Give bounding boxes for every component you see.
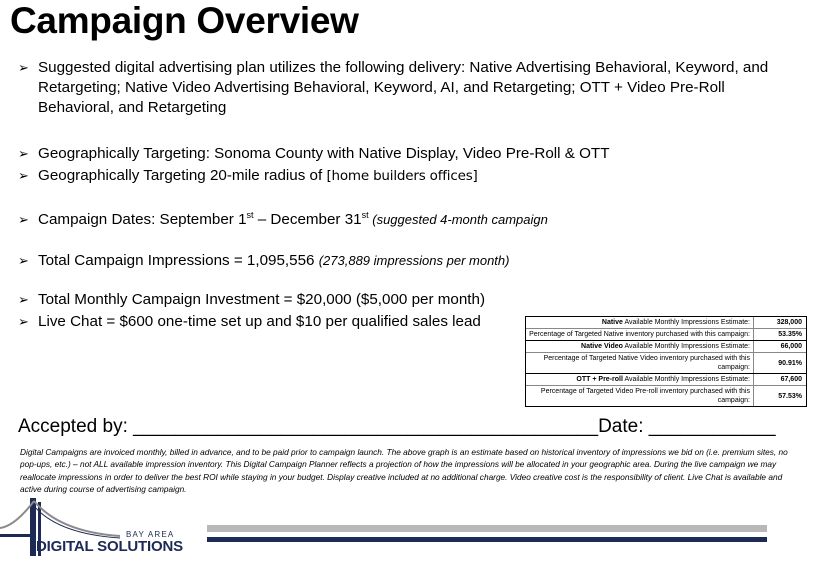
arrow-bullet-icon: ➢ — [18, 314, 29, 329]
table-row — [526, 352, 806, 373]
ott-stats — [526, 373, 806, 406]
native-stats — [526, 317, 806, 340]
bullet-text: Geographically Targeting: Sonoma County with Native Display, Video Pre-Roll & OTT — [38, 145, 610, 162]
bullet-live-chat — [18, 312, 528, 332]
dates-start: Campaign Dates: September 1 — [38, 211, 247, 228]
bullet-text: Suggested digital advertising plan utilizes the following delivery: Native Advertising Behavioral, Keyword, and Retargeting; Native Video Advertising Behavioral, Keyword, AI, and Retargeting; OTT + Video Pre-Roll Behavioral, and Retargeting — [38, 59, 769, 116]
table-row: Native Video Available Monthly Impressions Estimate: 66,000 — [526, 341, 806, 352]
video-impressions-value: 66,000 — [780, 343, 802, 350]
ott-pct-value: 57.53% — [778, 392, 802, 400]
table-row — [526, 385, 806, 406]
footer-divider-gray — [207, 525, 767, 532]
native-impressions-value: 328,000 — [776, 319, 802, 326]
table-row: OTT + Pre-roll Available Monthly Impressions Estimate: 67,600 — [526, 374, 806, 385]
target-placeholder: [home builders offices] — [326, 168, 478, 184]
bullet-campaign-dates — [18, 210, 788, 230]
video-stats — [526, 340, 806, 373]
arrow-bullet-icon: ➢ — [18, 292, 29, 307]
impressions-note: (273,889 impressions per month) — [318, 253, 510, 268]
ott-impressions-value: 67,600 — [780, 376, 802, 383]
logo-company-name: DIGITAL SOLUTIONS — [36, 538, 183, 555]
dates-end: – December 31 — [253, 211, 362, 228]
table-row — [526, 328, 806, 340]
footer-divider-navy — [207, 537, 767, 542]
impressions-estimate-table — [525, 316, 807, 407]
ott-pct-label: Percentage of Targeted Video Pre-roll inventory purchased with this campaign: — [526, 386, 754, 406]
video-pct-value: 90.91% — [778, 359, 802, 367]
bullet-impressions — [18, 251, 788, 271]
ordinal-suffix: st — [361, 209, 369, 220]
video-pct-label: Percentage of Targeted Native Video inventory purchased with this campaign: — [526, 353, 754, 373]
arrow-bullet-icon: ➢ — [18, 60, 29, 75]
bullet-text: Total Monthly Campaign Investment = $20,000 ($5,000 per month) — [38, 291, 486, 308]
arrow-bullet-icon: ➢ — [18, 146, 29, 161]
native-pct-label: Percentage of Targeted Native inventory purchased with this campaign: — [526, 329, 754, 340]
bullet-text: Live Chat = $600 one-time set up and $10 per qualified sales lead — [38, 313, 481, 330]
arrow-bullet-icon: ➢ — [18, 253, 29, 268]
table-row: Native Available Monthly Impressions Estimate: 328,000 — [526, 317, 806, 328]
impressions-total: Total Campaign Impressions = 1,095,556 — [38, 252, 319, 269]
bullet-investment — [18, 290, 788, 310]
bullet-geo-sonoma — [18, 144, 788, 164]
bullet-delivery-plan — [18, 58, 788, 118]
ordinal-suffix: st — [246, 209, 254, 220]
page-title: Campaign Overview — [10, 0, 359, 41]
logo-area-text: BAY AREA — [126, 530, 175, 539]
footnote-disclaimer: Digital Campaigns are invoiced monthly, billed in advance, and to be paid prior to campaign launch. The above graph is an estimate based on historical inventory of impressions we bid on (i.e. premium sites, no pop-ups, etc.) – not ALL available impression inventory. This Digital Campaign Planner reflects a projection of how the impressions will be allocated in your geographic area. During the live campaign we may reallocate impressions in order to deliver the best ROI while staying in your budget. Display creative included at no additional charge. Video creative cost is the responsibility of client. Live Chat is available and active during course of advertising campaign. — [20, 447, 788, 494]
arrow-bullet-icon: ➢ — [18, 212, 29, 227]
dates-note: (suggested 4-month campaign — [368, 212, 548, 227]
native-pct-value: 53.35% — [778, 331, 802, 338]
bullet-geo-radius — [18, 166, 788, 186]
arrow-bullet-icon: ➢ — [18, 168, 29, 183]
acceptance-signature-line: Accepted by: ____________________________________________Date: ____________ — [18, 416, 776, 437]
bullet-text: Geographically Targeting 20-mile radius of — [38, 167, 327, 184]
